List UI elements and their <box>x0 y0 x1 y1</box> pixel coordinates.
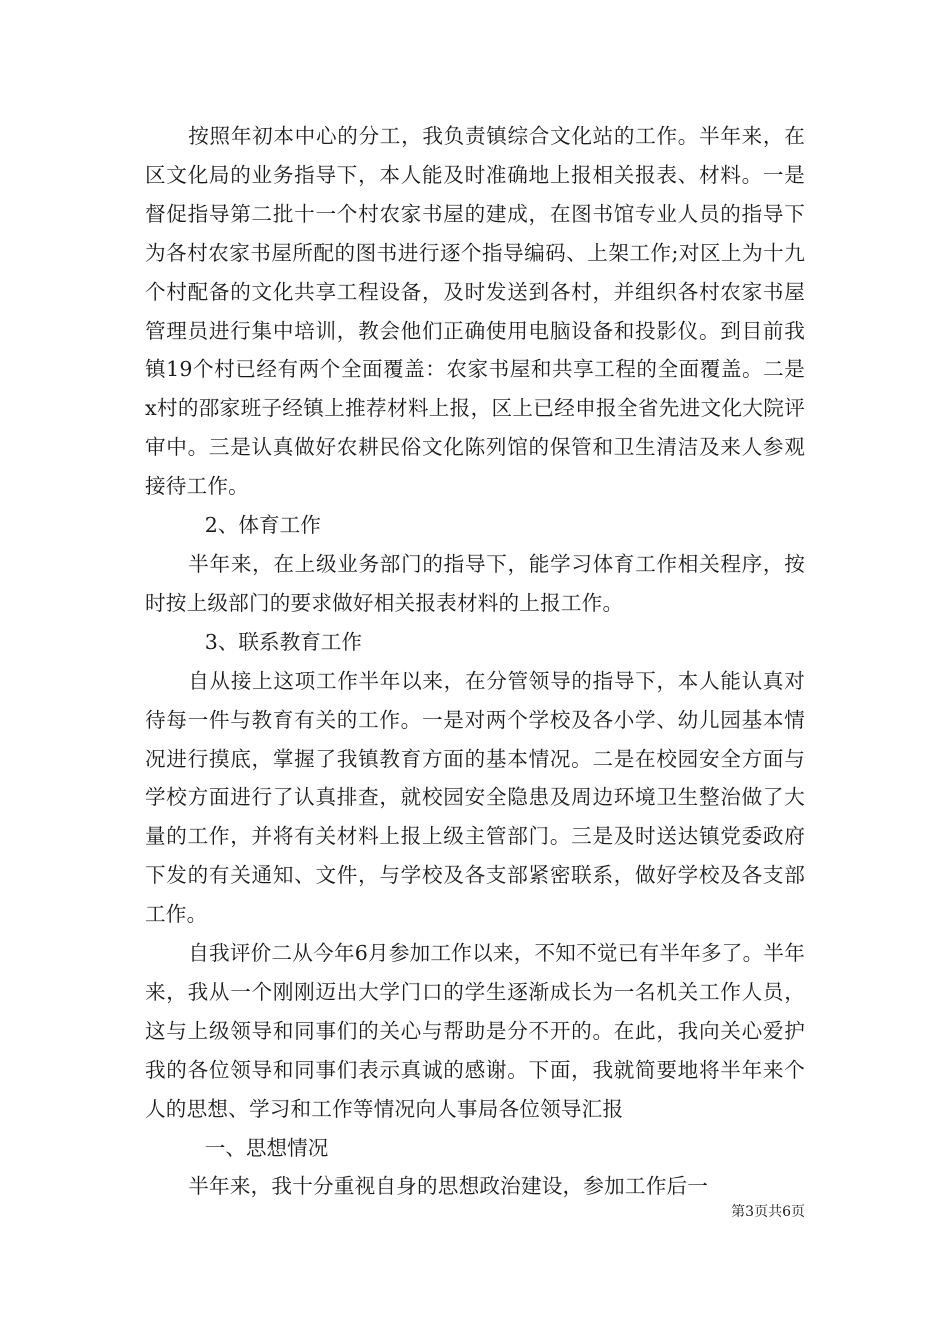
paragraph-sports-work: 半年来，在上级业务部门的指导下，能学习体育工作相关程序，按时按上级部门的要求做好相关报表材料的上报工作。 <box>145 551 805 615</box>
document-body <box>145 117 805 1206</box>
paragraph-self-evaluation: 自我评价二从今年6月参加工作以来，不知不觉已有半年多了。半年来，我从一个刚刚迈出大学门口的学生逐渐成长为一名机关工作人员，这与上级领导和同事们的关心与帮助是分不开的。在此，我向关心爱护我的各位领导和同事们表示真诚的感谢。下面，我就简要地将半年来个人的思想、学习和工作等情况向人事局各位领导汇报 <box>145 941 805 1121</box>
page-number-footer: 第3页共6页 <box>731 1204 805 1220</box>
paragraph-education-work: 自从接上这项工作半年以来，在分管领导的指导下，本人能认真对待每一件与教育有关的工作。一是对两个学校及各小学、幼儿园基本情况进行摸底，掌握了我镇教育方面的基本情况。二是在校园安全方面与学校方面进行了认真排查，就校园安全隐患及周边环境卫生整治做了大量的工作，并将有关材料上报上级主管部门。三是及时送达镇党委政府下发的有关通知、文件，与学校及各支部紧密联系，做好学校及各支部工作。 <box>145 668 805 927</box>
heading-sports-work: 2、体育工作 <box>204 513 321 538</box>
paragraph-culture-station: 按照年初本中心的分工，我负责镇综合文化站的工作。半年来，在区文化局的业务指导下，本人能及时准确地上报相关报表、材料。一是督促指导第二批十一个村农家书屋的建成，在图书馆专业人员的指导下为各村农家书屋所配的图书进行逐个指导编码、上架工作;对区上为十九个村配备的文化共享工程设备，及时发送到各村，并组织各村农家书屋管理员进行集中培训，教会他们正确使用电脑设备和投影仪。到目前我镇19个村已经有两个全面覆盖：农家书屋和共享工程的全面覆盖。二是x村的邵家班子经镇上推荐材料上报，区上已经申报全省先进文化大院评审中。三是认真做好农耕民俗文化陈列馆的保管和卫生清洁及来人参观接待工作。 <box>145 124 805 499</box>
paragraph-ideology: 半年来，我十分重视自身的思想政治建设，参加工作后一 <box>188 1174 709 1199</box>
heading-education-work: 3、联系教育工作 <box>204 629 362 654</box>
heading-ideology: 一、思想情况 <box>204 1135 329 1160</box>
